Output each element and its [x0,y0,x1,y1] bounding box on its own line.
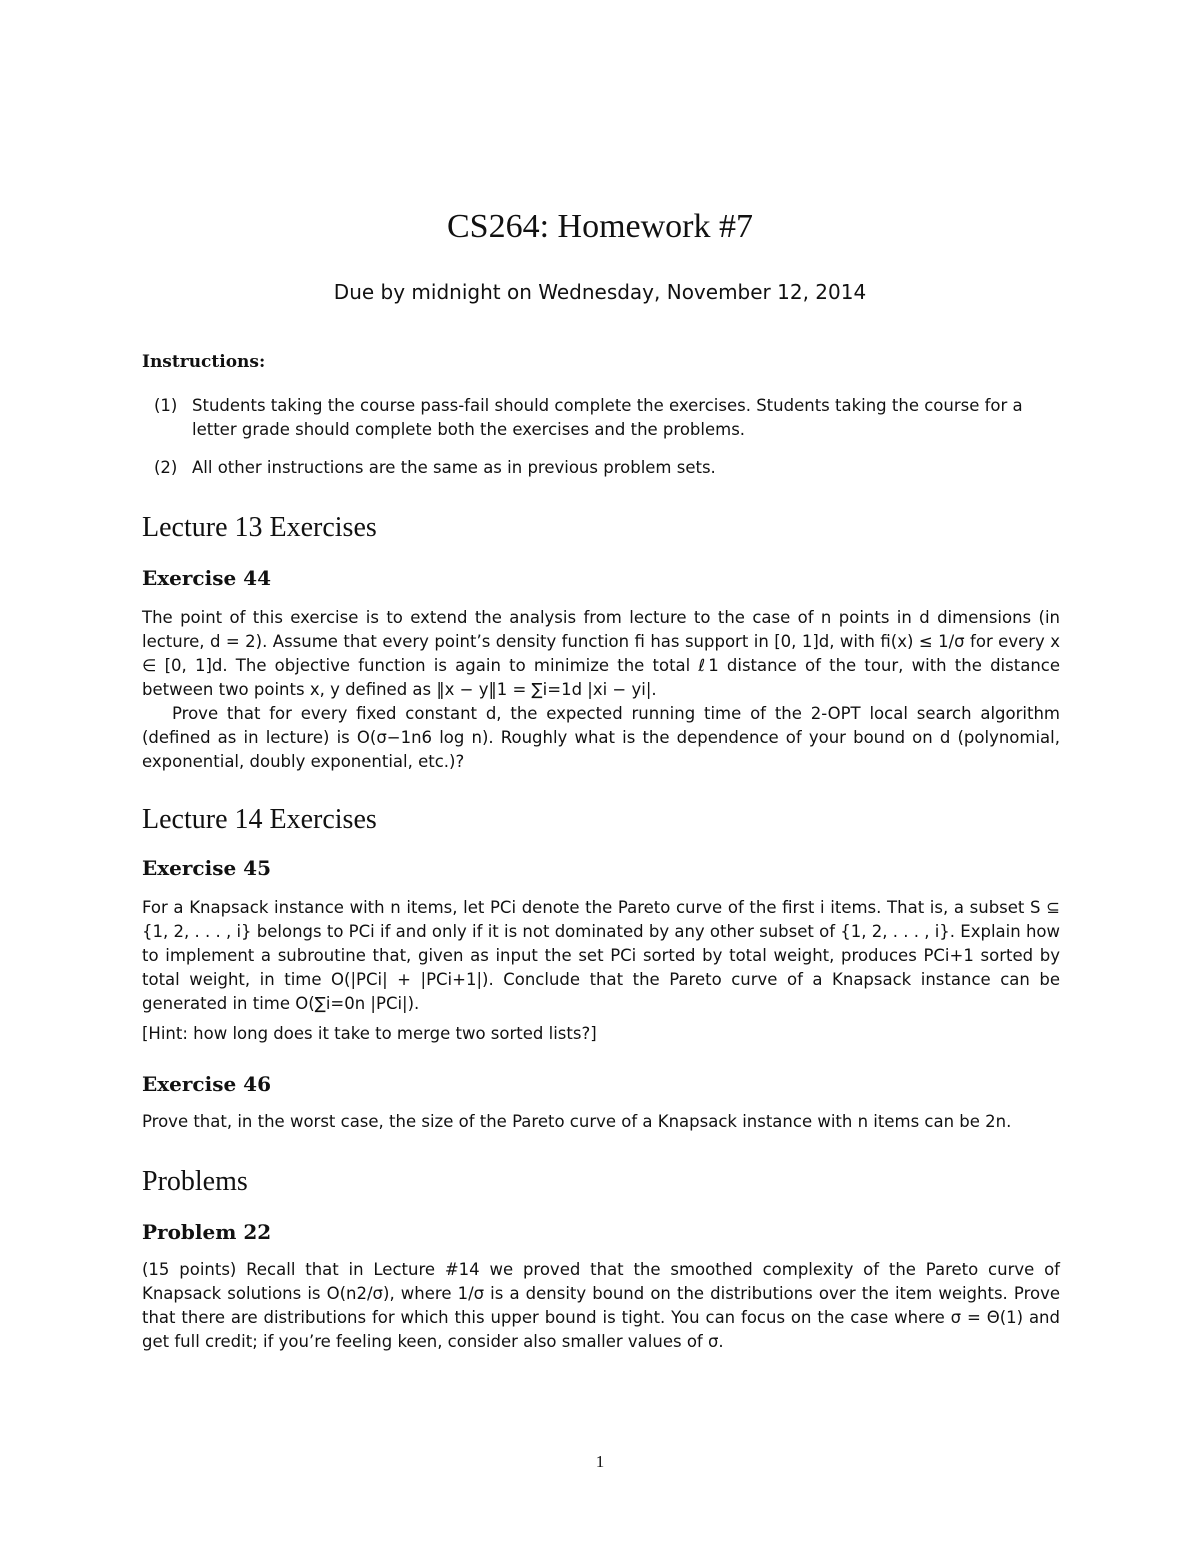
exercise-46-text: Prove that, in the worst case, the size of the Pareto curve of a Knapsack instance with n items can be 2n. [142,1112,1012,1131]
instructions-list [142,394,1062,494]
section-heading-problems: Problems [142,1166,248,1197]
exercise-46-heading: Exercise 46 [142,1072,271,1096]
section-heading-lecture-14: Lecture 14 Exercises [142,804,377,835]
exercise-45-hint: [Hint: how long does it take to merge two sorted lists?] [142,1024,597,1043]
document-title: CS264: Homework #7 [447,208,753,245]
problem-22-text: (15 points) Recall that in Lecture #14 we proved that the smoothed complexity of the Pareto curve of Knapsack solutions is O(n2/σ), where 1/σ is a density bound on the distributions over the item weights. Prove that there are distributions for which this upper bound is tight. You can focus on the case where σ = Θ(1) and get full credit; if you’re feeling keen, consider also smaller values of σ. [142,1260,1060,1351]
exercise-45-text: For a Knapsack instance with n items, let PCi denote the Pareto curve of the first i items. That is, a subset S ⊆ {1, 2, . . . , i} belongs to PCi if and only if it is not dominated by any other subset of {1, 2, . . . , i}. Explain how to implement a subroutine that, given as input the set PCi sorted by total weight, produces PCi+1 sorted by total weight, in time O(|PCi| + |PCi+1|). Conclude that the Pareto curve of a Knapsack instance can be generated in time O(∑i=0n |PCi|). [142,898,1060,1013]
list-item-text: All other instructions are the same as in previous problem sets. [192,458,716,477]
list-item-text: Students taking the course pass-fail should complete the exercises. Students taking the course for a letter grade should complete both the exercises and the problems. [192,396,1023,439]
list-item-number: (2) [154,458,178,477]
exercise-44-text: The point of this exercise is to extend the analysis from lecture to the case of n points in d dimensions (in lecture, d = 2). Assume that every point’s density function fi has support in [0, 1]d, with fi(x) ≤ 1/σ for every x ∈ [0, 1]d. The objective function is again to minimize the total ℓ1 distance of the tour, with the distance between two points x, y defined as ‖x − y‖1 = ∑i=1d |xi − yi|. [142,608,1060,699]
exercise-45-heading: Exercise 45 [142,856,271,880]
instructions-label: Instructions: [142,352,266,372]
problem-22-heading: Problem 22 [142,1220,272,1244]
page-number: 1 [595,1452,605,1471]
due-date: Due by midnight on Wednesday, November 12, 2014 [333,280,867,304]
exercise-44-heading: Exercise 44 [142,566,271,590]
section-heading-lecture-13: Lecture 13 Exercises [142,512,377,543]
list-item [142,394,1062,442]
list-item [142,456,1062,480]
list-item-number: (1) [154,396,178,415]
exercise-44-question: Prove that for every fixed constant d, the expected running time of the 2-OPT local search algorithm (defined as in lecture) is O(σ−1n6 log n). Roughly what is the dependence of your bound on d (polynomial, exponential, doubly exponential, etc.)? [142,704,1060,771]
